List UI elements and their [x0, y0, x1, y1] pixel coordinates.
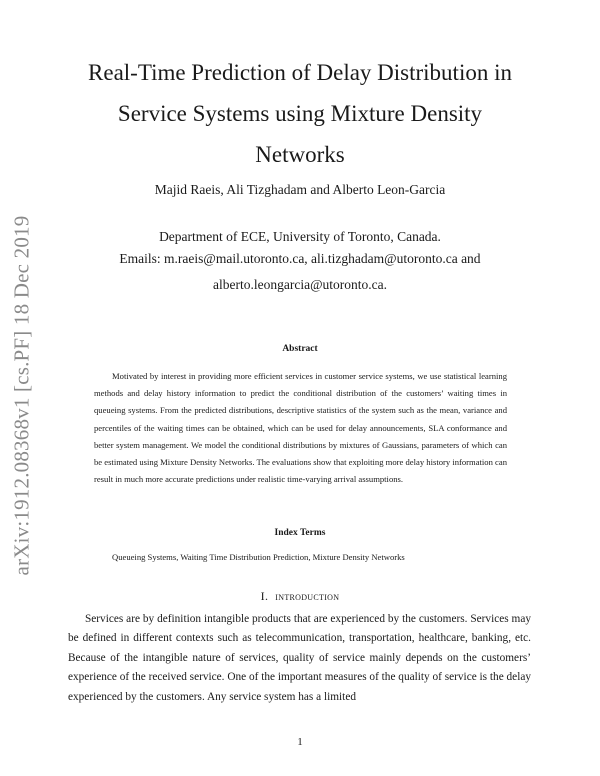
author-list: Majid Raeis, Ali Tizghadam and Alberto Leon-Garcia — [154, 182, 446, 197]
abstract-text: Motivated by interest in providing more efficient services in customer service systems, we use statistical learning methods and delay history information to predict the conditional distribution of the customers’ waiting times in queueing systems. From the predicted distributions, descriptive statistics of the system such as the mean, variance and percentiles of the waiting times can be obtained, which can be used for delay announcements, SLA conformance and better system management. We model the conditional distributions by mixtures of Gaussians, parameters of which can be estimated using Mixture Density Networks. The evaluations show that exploiting more delay history information can result in much more accurate predictions under realistic time-varying arrival assumptions. — [94, 371, 507, 485]
arxiv-identifier-stamp — [8, 215, 36, 575]
paper-title-line-1: Real-Time Prediction of Delay Distribution in — [88, 60, 512, 85]
page-number: 1 — [297, 736, 303, 748]
affiliation-block — [60, 226, 540, 296]
abstract-heading: Abstract — [282, 344, 318, 354]
paper-title-line-2: Service Systems using Mixture Density — [117, 101, 483, 126]
emails-line-2: alberto.leongarcia@utoronto.ca. — [213, 277, 387, 292]
emails-line-1: Emails: m.raeis@mail.utoronto.ca, ali.tizghadam@utoronto.ca and — [119, 251, 481, 266]
section-number: I. — [260, 589, 269, 603]
index-terms-text: Queueing Systems, Waiting Time Distribution Prediction, Mixture Density Networks — [112, 552, 405, 562]
section-heading-introduction — [60, 589, 540, 604]
arxiv-identifier-text: arXiv:1912.08368v1 [cs.PF] 18 Dec 2019 — [9, 215, 34, 575]
department-line: Department of ECE, University of Toronto, Canada. — [159, 229, 441, 244]
section-title: introduction — [275, 591, 340, 603]
paper-title — [60, 52, 540, 175]
index-terms-heading: Index Terms — [274, 528, 326, 538]
introduction-paragraph: Services are by definition intangible products that are experienced by the customers. Services may be defined in different contexts such as telecommunication, transportation, healthcare, banking, etc. Because of the intangible nature of services, quality of service mainly depends on the customers’ experience of the received service. One of the important measures of the quality of service is the delay experienced by the customers. Any service system has a limited — [68, 613, 531, 703]
paper-title-line-3: Networks — [255, 142, 345, 167]
